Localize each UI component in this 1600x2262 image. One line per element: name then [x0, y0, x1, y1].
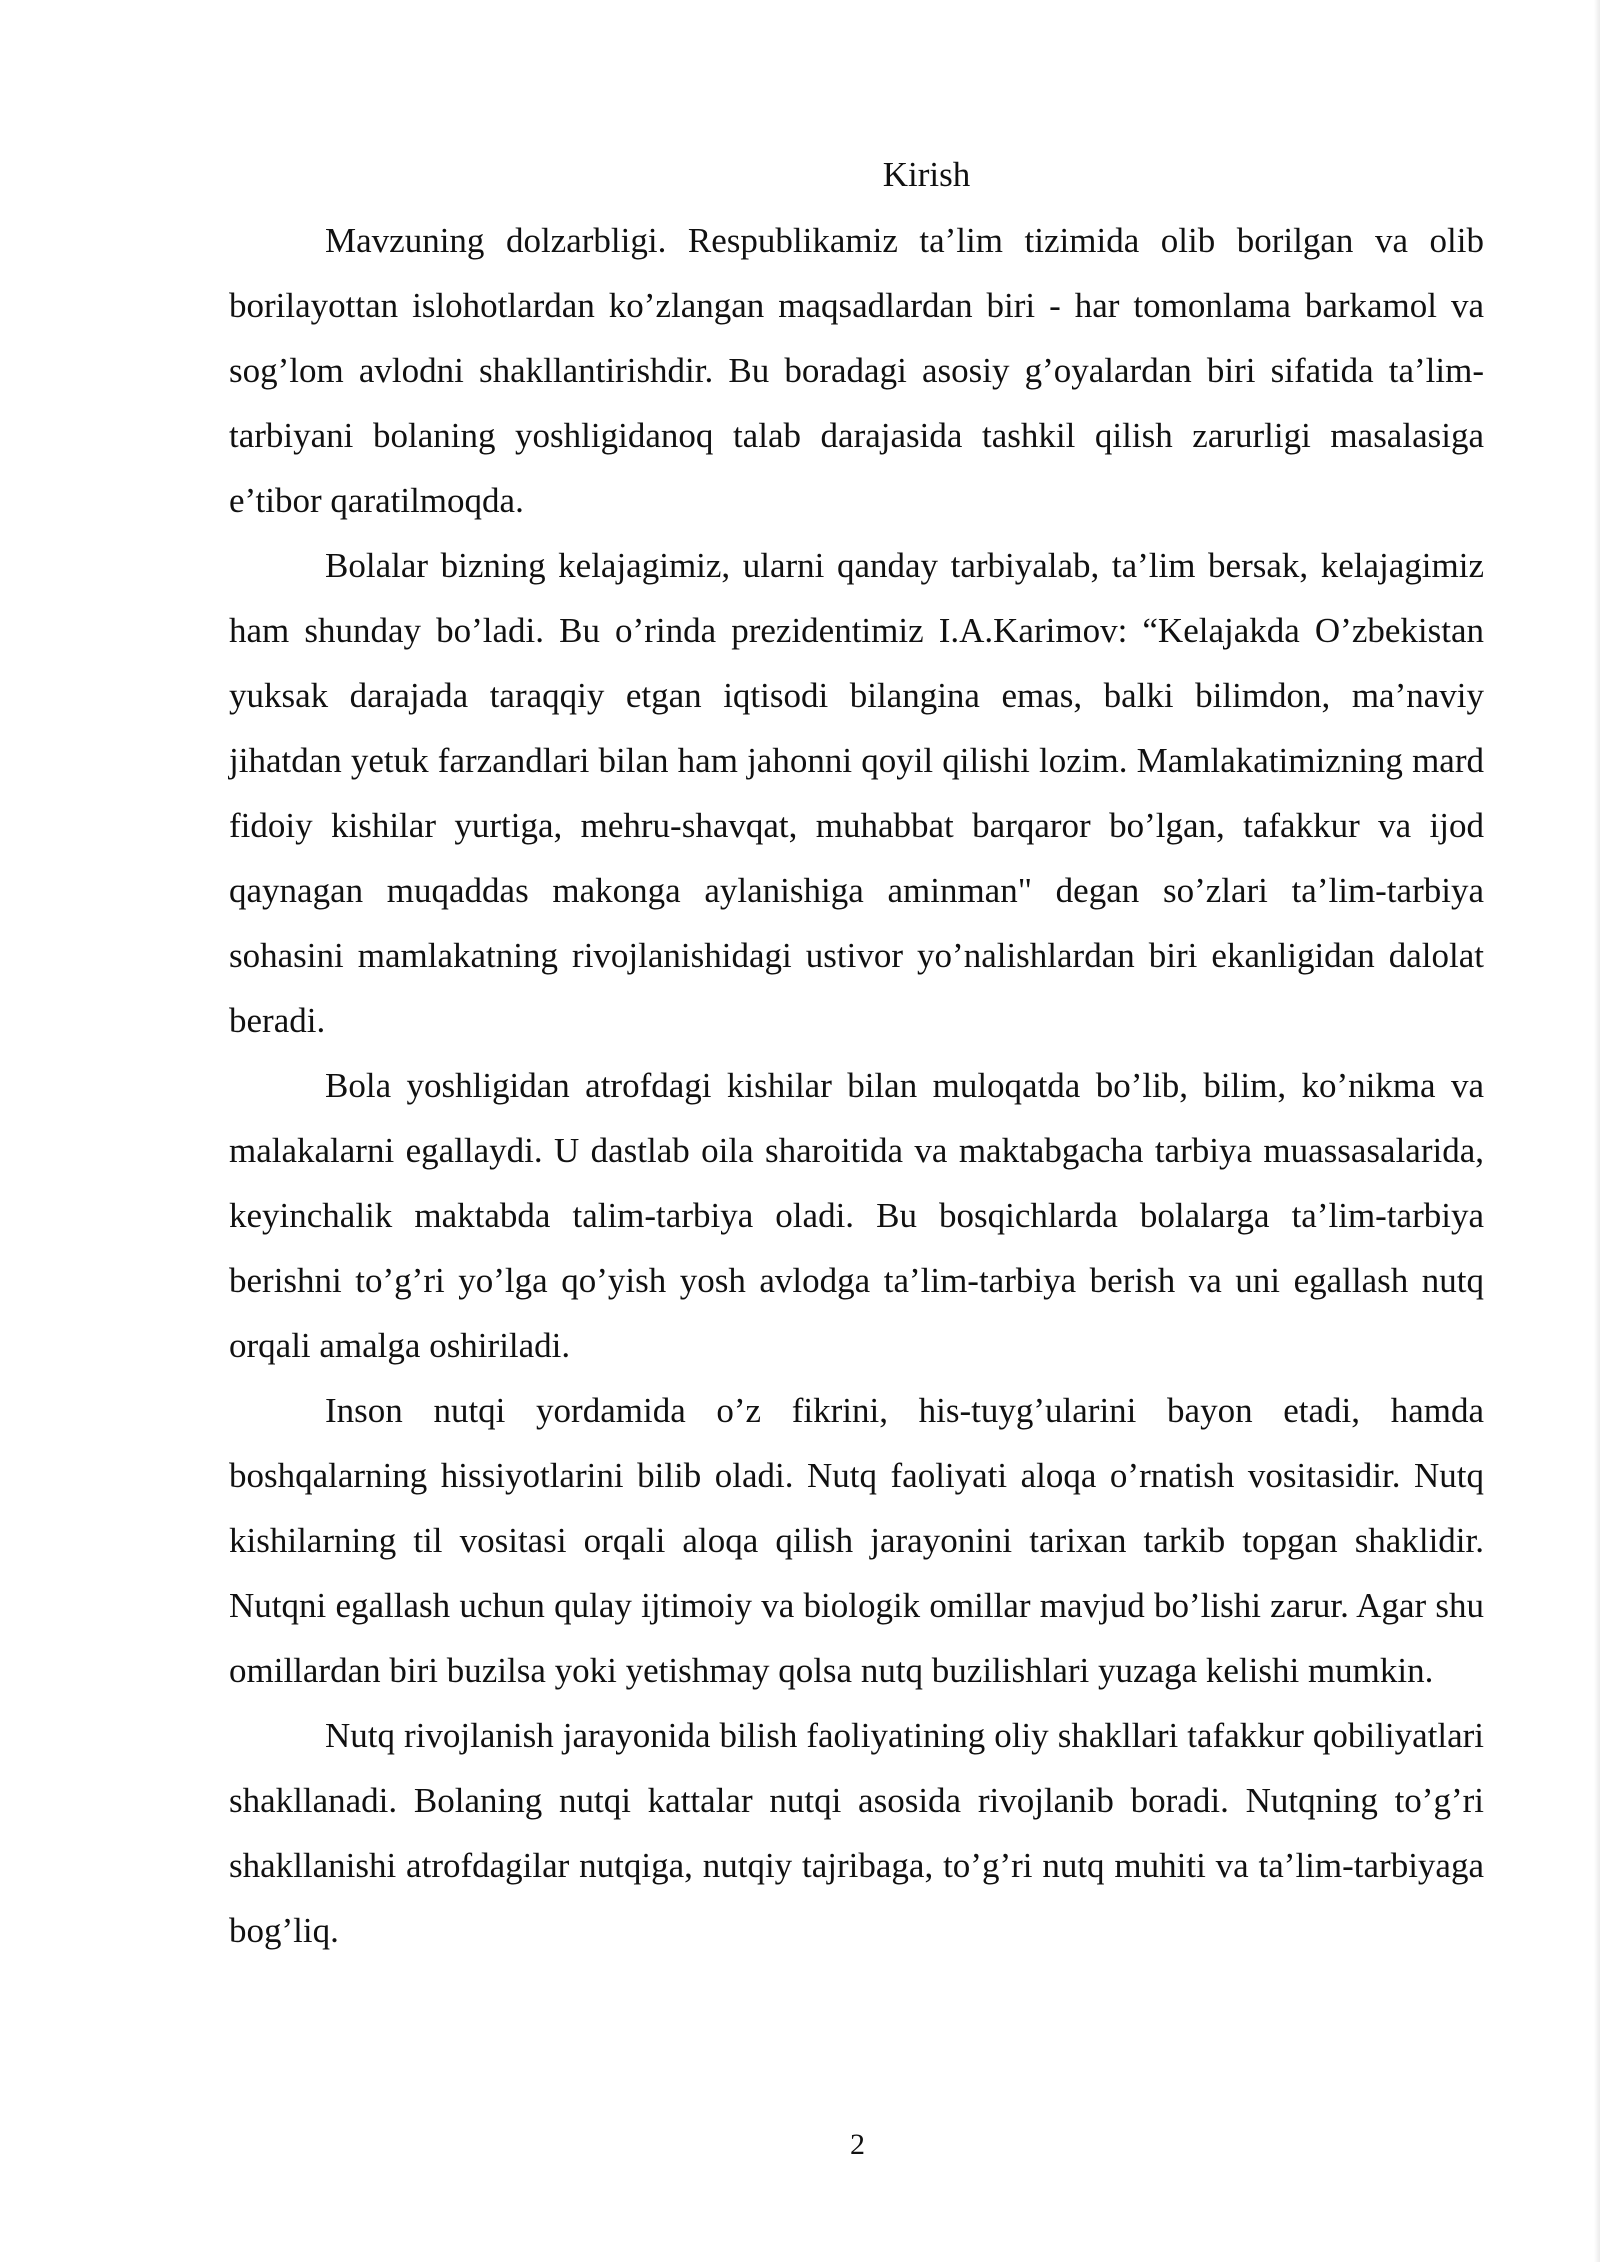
page-content [229, 148, 1484, 1963]
paragraph-3: Bola yoshligidan atrofdagi kishilar bilan muloqatda bo’lib, bilim, ko’nikma va malakalarni egallaydi. U dastlab oila sharoitida va maktabgacha tarbiya muassasalarida, keyinchalik maktabda talim-tarbiya oladi. Bu bosqichlarda bolalarga ta’lim-tarbiya berishni to’g’ri yo’lga qo’yish yosh avlodga ta’lim-tarbiya berish va uni egallash nutq orqali amalga oshiriladi. [229, 1066, 1484, 1365]
section-title: Kirish [882, 155, 971, 194]
paragraph-2: Bolalar bizning kelajagimiz, ularni qanday tarbiyalab, ta’lim bersak, kelajagimiz ham shunday bo’ladi. Bu o’rinda prezidentimiz I.A.Karimov: “Kelajakda O’zbekistan yuksak darajada taraqqiy etgan iqtisodi bilangina emas, balki bilimdon, ma’naviy jihatdan yetuk farzandlari bilan ham jahonni qoyil qilishi lozim. Mamlakatimizning mard fidoiy kishilar yurtiga, mehru-shavqat, muhabbat barqaror bo’lgan, tafakkur va ijod qaynagan muqaddas makonga aylanishiga aminman" degan so’zlari ta’lim-tarbiya sohasini mamlakatning rivojlanishidagi ustivor yo’nalishlardan biri ekanligidan dalolat beradi. [229, 546, 1484, 1040]
page-edge-shadow [1594, 0, 1600, 2262]
paragraph-5: Nutq rivojlanish jarayonida bilish faoliyatining oliy shakllari tafakkur qobiliyatlari shakllanadi. Bolaning nutqi kattalar nutqi asosida rivojlanib boradi. Nutqning to’g’ri shakllanishi atrofdagilar nutqiga, nutqiy tajribaga, to’g’ri nutq muhiti va ta’lim-tarbiyaga bog’liq. [229, 1716, 1484, 1950]
page-number: 2 [850, 2128, 865, 2161]
paragraph-4: Inson nutqi yordamida o’z fikrini, his-tuyg’ularini bayon etadi, hamda boshqalarning hissiyotlarini bilib oladi. Nutq faoliyati aloqa o’rnatish vositasidir. Nutq kishilarning til vositasi orqali aloqa qilish jarayonini tarixan tarkib topgan shaklidir. Nutqni egallash uchun qulay ijtimoiy va biologik omillar mavjud bo’lishi zarur. Agar shu omillardan biri buzilsa yoki yetishmay qolsa nutq buzilishlari yuzaga kelishi mumkin. [229, 1391, 1484, 1690]
paragraph-1: Mavzuning dolzarbligi. Respublikamiz ta’lim tizimida olib borilgan va olib borilayottan islohotlardan ko’zlangan maqsadlardan biri - har tomonlama barkamol va sog’lom avlodni shakllantirishdir. Bu boradagi asosiy g’oyalardan biri sifatida ta’lim-tarbiyani bolaning yoshligidanoq talab darajasida tashkil qilish zarurligi masalasiga e’tibor qaratilmoqda. [229, 221, 1484, 520]
